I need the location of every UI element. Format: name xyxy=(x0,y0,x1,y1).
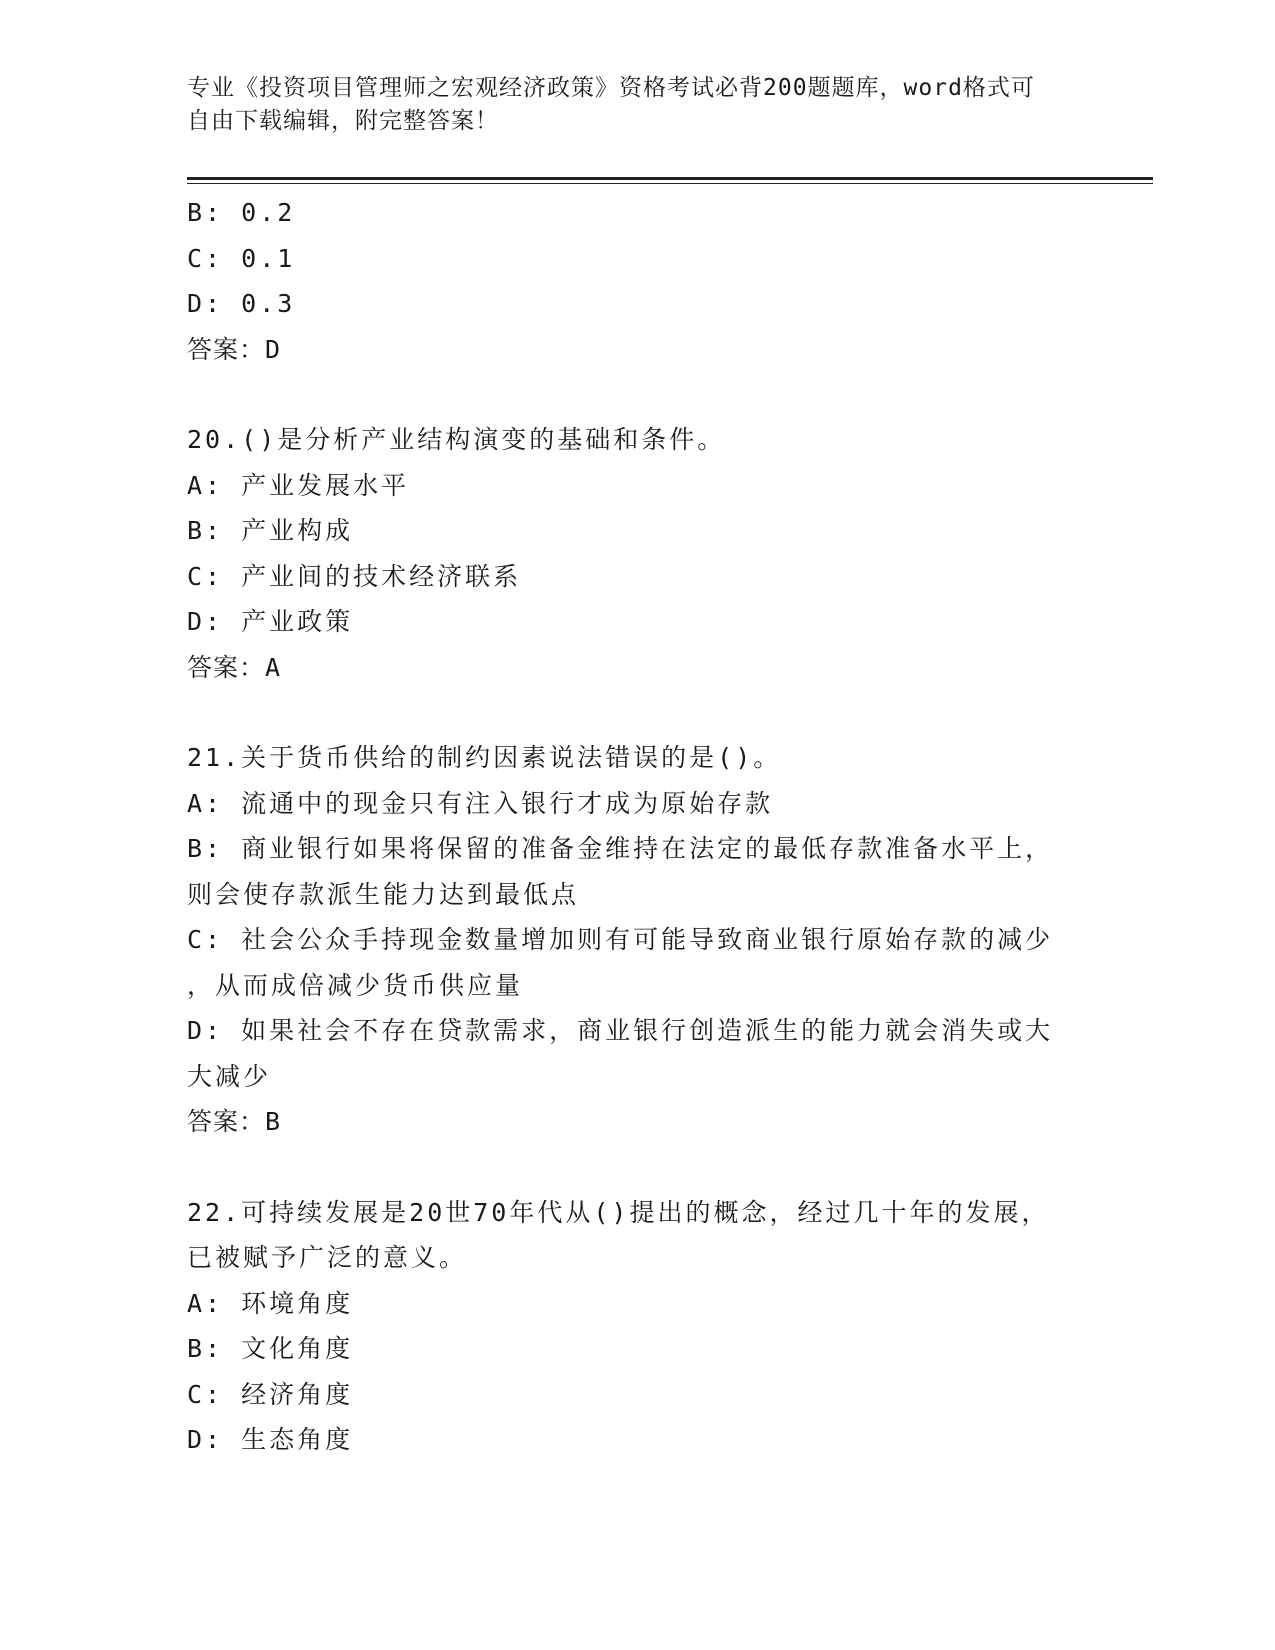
option-b-continued: 则会使存款派生能力达到最低点 xyxy=(187,879,580,909)
header-line-2: 自由下载编辑，附完整答案！ xyxy=(187,108,499,134)
header-line-1: 专业《投资项目管理师之宏观经济政策》资格考试必背200题题库，word格式可 xyxy=(187,75,1035,101)
spacer xyxy=(187,690,1087,735)
option-d: D: 产业政策 xyxy=(187,607,354,636)
question-stem: 22.可持续发展是20世70年代从()提出的概念，经过几十年的发展， xyxy=(187,1197,1050,1227)
option-d: D: 0.3 xyxy=(187,289,296,318)
option-d: D: 生态角度 xyxy=(187,1425,354,1454)
document-header xyxy=(187,72,1067,138)
option-d-continued: 大减少 xyxy=(187,1061,272,1091)
question-stem-continued: 已被赋予广泛的意义。 xyxy=(187,1243,468,1272)
answer-line: 答案：B xyxy=(187,1107,282,1136)
spacer xyxy=(187,372,1087,417)
option-c: C: 经济角度 xyxy=(187,1379,354,1409)
option-a: A: 产业发展水平 xyxy=(187,470,410,500)
option-a: A: 环境角度 xyxy=(187,1288,354,1318)
option-b: B: 产业构成 xyxy=(187,516,354,545)
option-d: D: 如果社会不存在贷款需求，商业银行创造派生的能力就会消失或大 xyxy=(187,1016,1054,1045)
option-b: B: 商业银行如果将保留的准备金维持在法定的最低存款准备水平上， xyxy=(187,834,1054,863)
question-stem: 21.关于货币供给的制约因素说法错误的是()。 xyxy=(187,743,782,772)
option-a: A: 流通中的现金只有注入银行才成为原始存款 xyxy=(187,788,774,818)
option-c: C: 产业间的技术经济联系 xyxy=(187,561,522,591)
question-stem: 20.()是分析产业结构演变的基础和条件。 xyxy=(187,425,726,454)
option-c: C: 0.1 xyxy=(187,243,296,273)
option-b: B: 文化角度 xyxy=(187,1334,354,1363)
header-divider-thick xyxy=(187,177,1153,180)
option-c: C: 社会公众手持现金数量增加则有可能导致商业银行原始存款的减少 xyxy=(187,925,1054,954)
spacer xyxy=(187,1145,1087,1190)
answer-line: 答案：D xyxy=(187,334,282,364)
question-list xyxy=(187,190,1087,1463)
header-divider-thin xyxy=(187,183,1153,184)
option-c-continued: ，从而成倍减少货币供应量 xyxy=(187,970,524,1000)
answer-line: 答案：A xyxy=(187,652,282,682)
option-b: B: 0.2 xyxy=(187,198,296,227)
